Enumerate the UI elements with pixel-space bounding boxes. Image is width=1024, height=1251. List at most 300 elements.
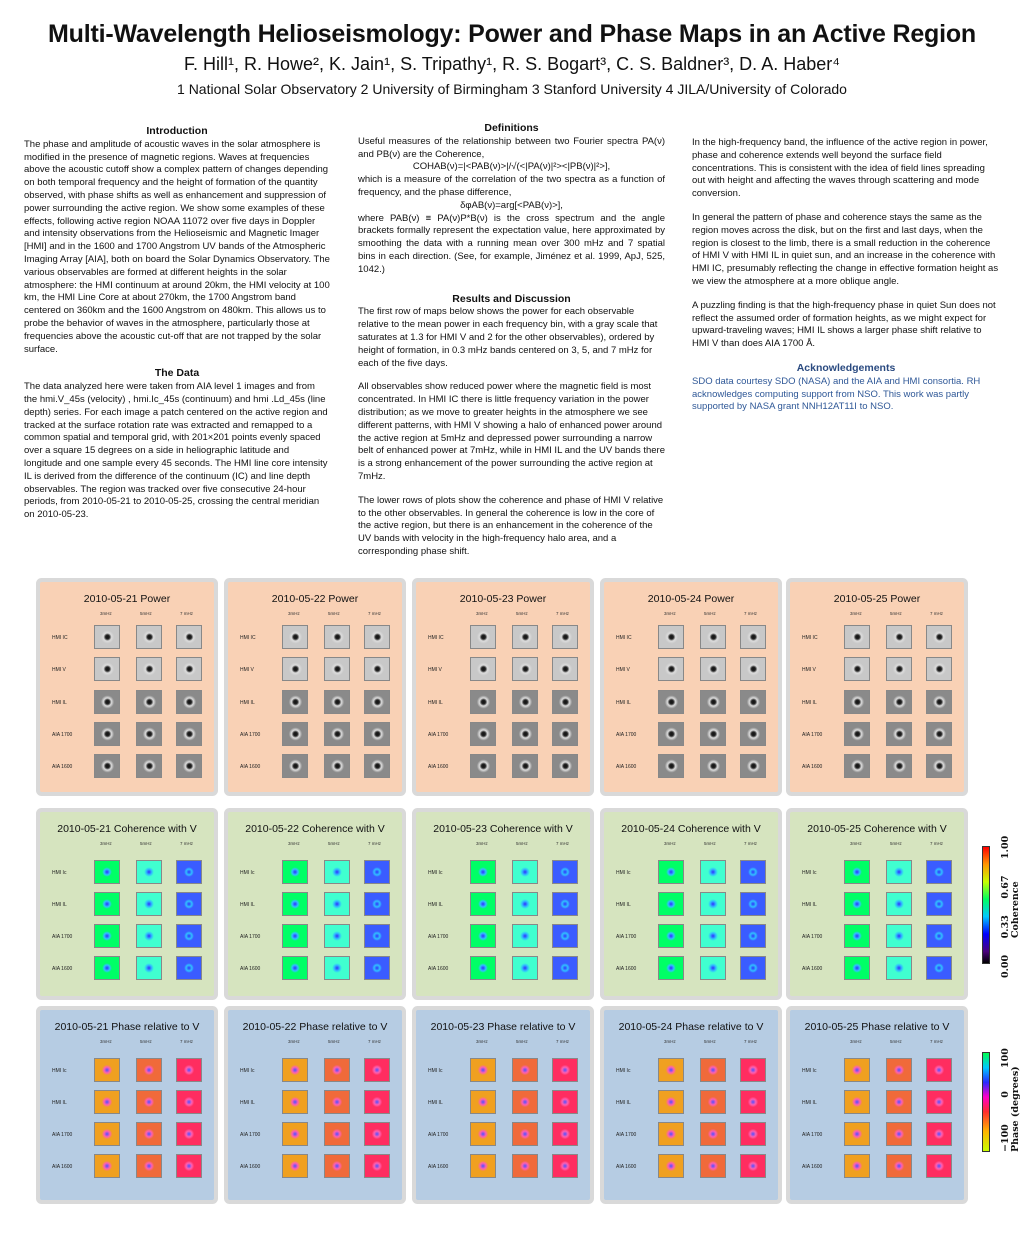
phase-gradient xyxy=(982,1052,990,1152)
power-map-thumbnail xyxy=(844,690,870,714)
right-column xyxy=(692,137,1000,425)
power-map-thumbnail xyxy=(926,722,952,746)
coh-map-thumbnail xyxy=(700,892,726,916)
phase-map-thumbnail xyxy=(926,1090,952,1114)
panel-title: 2010-05-24 Coherence with V xyxy=(621,823,761,835)
coh-map-thumbnail xyxy=(740,860,766,884)
frequency-label: 7 mHz xyxy=(930,1039,944,1044)
power-map-thumbnail xyxy=(552,690,578,714)
phase-panel xyxy=(790,1010,964,1200)
power-map-thumbnail xyxy=(94,722,120,746)
phase-panel xyxy=(604,1010,778,1200)
row-label: HMI V xyxy=(802,667,816,673)
row-label: HMI IC xyxy=(428,635,444,641)
coh-panel xyxy=(604,812,778,996)
frequency-label: 3mHz xyxy=(850,1039,862,1044)
power-map-thumbnail xyxy=(176,625,202,649)
frequency-label: 5mHz xyxy=(704,611,716,616)
power-map-thumbnail xyxy=(886,722,912,746)
frequency-label: 7 mHz xyxy=(556,841,570,846)
coh-panel xyxy=(790,812,964,996)
phase-ticks: −100 0 100 xyxy=(1000,1048,1011,1152)
coh-map-thumbnail xyxy=(282,956,308,980)
phase-map-thumbnail xyxy=(470,1122,496,1146)
poster-title: Multi-Wavelength Helioseismology: Power and Phase Maps in an Active Region xyxy=(48,20,976,48)
frequency-label: 7 mHz xyxy=(368,1039,382,1044)
power-map-thumbnail xyxy=(364,657,390,681)
frequency-label: 5mHz xyxy=(890,611,902,616)
frequency-label: 7 mHz xyxy=(368,611,382,616)
panel-title: 2010-05-24 Power xyxy=(647,593,735,605)
row-label: AIA 1700 xyxy=(802,732,823,738)
coh-map-thumbnail xyxy=(324,924,350,948)
right-text-2: In general the pattern of phase and coherence stays the same as the region moves across the disk, but on the first and last days, when the region is closest to the limb, there is a small reduction in the coherence of HMI V with HMI IL in quiet sun, and an increase in the coherence with HMI IC, presumably reflecting the change in effective formation height as we view the atmosphere at a more oblique angle. xyxy=(692,211,999,287)
middle-column xyxy=(358,122,665,570)
row-label: AIA 1700 xyxy=(802,1132,823,1138)
phase-formula: δφAB(ν)=arg[<PAB(ν)>], xyxy=(460,199,563,211)
row-label: AIA 1700 xyxy=(616,1132,637,1138)
frequency-label: 5mHz xyxy=(890,1039,902,1044)
panel-title: 2010-05-22 Power xyxy=(271,593,359,605)
row-label: AIA 1600 xyxy=(52,1164,73,1170)
coh-map-thumbnail xyxy=(176,924,202,948)
coh-map-thumbnail xyxy=(324,892,350,916)
row-label: AIA 1600 xyxy=(240,1164,261,1170)
coh-map-thumbnail xyxy=(926,892,952,916)
coh-map-thumbnail xyxy=(740,956,766,980)
affiliations: 1 National Solar Observatory 2 University of Birmingham 3 Stanford University 4 JILA/University of Colorado xyxy=(177,81,847,97)
coh-map-thumbnail xyxy=(844,924,870,948)
coh-map-thumbnail xyxy=(324,860,350,884)
panel-title: 2010-05-21 Phase relative to V xyxy=(54,1021,200,1033)
coh-map-thumbnail xyxy=(658,860,684,884)
frequency-label: 3mHz xyxy=(288,841,300,846)
frequency-label: 5mHz xyxy=(704,841,716,846)
coh-map-thumbnail xyxy=(926,860,952,884)
phase-map-thumbnail xyxy=(658,1122,684,1146)
coh-map-thumbnail xyxy=(470,892,496,916)
power-map-thumbnail xyxy=(512,690,538,714)
introduction-text: The phase and amplitude of acoustic waves in the solar atmosphere is modified in the presence of magnetic regions. Waves at frequencies above the acoustic cutoff show a complex pattern of changes depending on both temporal frequency and the height of formation of the quantity observed, with phase shifts as well as enhancement and suppression of power surrounding the active region. We show some examples of these effects, following active region NOAA 11072 over five days in Doppler and intensity observations from the Helioseismic and Magnetic Imager [HMI] and in the 1600 and 1700 Angstrom UV bands of the Atmospheric Imaging Array [AIA], both on board the Solar Dynamics Observatory. The various observables are formed at different heights in the solar atmosphere: the HMI continuum at around 20km, the HMI velocity at 100 km, the HMI Line Core at about 270km, the 1700 Angstrom band centered on 360km and the 1600 Angstrom on 480km. This allows us to probe the behavior of waves in the atmosphere, particularly those at frequencies above the acoustic cut-off that are not trapped by the solar surface. xyxy=(24,138,330,355)
power-map-thumbnail xyxy=(926,657,952,681)
panel-title: 2010-05-22 Phase relative to V xyxy=(242,1021,388,1033)
row-label: HMI Ic xyxy=(616,870,631,876)
phase-map-thumbnail xyxy=(136,1122,162,1146)
power-map-thumbnail xyxy=(926,690,952,714)
power-map-thumbnail xyxy=(470,625,496,649)
power-map-thumbnail xyxy=(282,625,308,649)
power-map-thumbnail xyxy=(700,625,726,649)
phase-map-thumbnail xyxy=(136,1154,162,1178)
the-data-text: The data analyzed here were taken from AIA level 1 images and from the hmi.V_45s (velocity) , hmi.Ic_45s (continuum) and hmi .Ld_45s (line depth) series. For each image a patch centered on the active region and tracked at the surface rotation rate was extracted and remapped to a common spatial and temporal grid, with 201×201 points evenly spaced over a square 15 degrees on a side in heliographic latitude and longitude and one sample every 45 seconds. The HMI line core intensity IL is derived from the difference of the continuum (IC) and line depth observables. The region was tracked over five consecutive 24-hour periods, from 2010-05-21 to 2010-05-25, crossing the central meridian on 2010-05-23. xyxy=(24,381,328,521)
coh-map-thumbnail xyxy=(552,956,578,980)
row-label: AIA 1700 xyxy=(428,1132,449,1138)
power-map-thumbnail xyxy=(470,722,496,746)
power-map-thumbnail xyxy=(324,690,350,714)
coh-panel xyxy=(40,812,214,996)
phase-map-thumbnail xyxy=(282,1058,308,1082)
coh-map-thumbnail xyxy=(470,860,496,884)
frequency-label: 5mHz xyxy=(516,841,528,846)
results-text-1: The first row of maps below shows the power for each observable relative to the mean power in each frequency bin, with a gray scale that saturates at 1.3 for HMI V and 2 for the other observables), ordered by height of formation, in 0.3 mHz bands centered on 3, 5, and 7 mHz for each of the five days. xyxy=(358,306,658,369)
power-map-thumbnail xyxy=(552,657,578,681)
panel-title: 2010-05-21 Coherence with V xyxy=(57,823,197,835)
phase-map-thumbnail xyxy=(364,1122,390,1146)
phase-map-thumbnail xyxy=(844,1154,870,1178)
power-panel xyxy=(790,582,964,792)
acknowledgements-text: SDO data courtesy SDO (NASA) and the AIA and HMI consortia. RH acknowledges computing support from NSO. This work was partly supported by NASA grant NNH12AT11I to NSO. xyxy=(692,375,981,413)
frequency-label: 3mHz xyxy=(850,611,862,616)
frequency-label: 5mHz xyxy=(704,1039,716,1044)
power-map-thumbnail xyxy=(740,754,766,778)
frequency-label: 7 mHz xyxy=(180,1039,194,1044)
row-label: AIA 1600 xyxy=(428,764,449,770)
phase-map-thumbnail xyxy=(886,1090,912,1114)
phase-map-thumbnail xyxy=(176,1058,202,1082)
coh-map-thumbnail xyxy=(176,892,202,916)
frequency-label: 7 mHz xyxy=(744,611,758,616)
row-label: AIA 1700 xyxy=(240,934,261,940)
frequency-label: 3mHz xyxy=(100,1039,112,1044)
coh-map-thumbnail xyxy=(886,860,912,884)
power-panel xyxy=(228,582,402,792)
power-map-thumbnail xyxy=(886,625,912,649)
row-label: HMI Ic xyxy=(802,1068,817,1074)
power-map-thumbnail xyxy=(324,722,350,746)
phase-map-thumbnail xyxy=(94,1154,120,1178)
phase-map-thumbnail xyxy=(176,1090,202,1114)
phase-map-thumbnail xyxy=(926,1154,952,1178)
coh-map-thumbnail xyxy=(512,924,538,948)
row-label: AIA 1700 xyxy=(616,732,637,738)
phase-map-thumbnail xyxy=(740,1154,766,1178)
coh-map-thumbnail xyxy=(94,956,120,980)
power-map-thumbnail xyxy=(136,625,162,649)
power-map-thumbnail xyxy=(512,625,538,649)
power-map-thumbnail xyxy=(364,722,390,746)
coh-map-thumbnail xyxy=(740,924,766,948)
row-label: HMI IL xyxy=(52,1100,67,1106)
definitions-text-1: Useful measures of the relationship between two Fourier spectra PA(ν) and PB(ν) are the Coherence, xyxy=(358,135,665,160)
coh-map-thumbnail xyxy=(658,924,684,948)
power-map-thumbnail xyxy=(658,690,684,714)
power-map-thumbnail xyxy=(324,657,350,681)
frequency-label: 7 mHz xyxy=(744,1039,758,1044)
power-panel xyxy=(40,582,214,792)
row-label: AIA 1700 xyxy=(802,934,823,940)
panel-title: 2010-05-23 Power xyxy=(459,593,547,605)
power-map-thumbnail xyxy=(136,754,162,778)
power-map-thumbnail xyxy=(658,657,684,681)
row-label: AIA 1600 xyxy=(616,764,637,770)
phase-map-thumbnail xyxy=(512,1090,538,1114)
power-map-thumbnail xyxy=(94,690,120,714)
power-map-thumbnail xyxy=(512,722,538,746)
row-label: HMI IL xyxy=(52,700,67,706)
phase-map-thumbnail xyxy=(282,1090,308,1114)
coh-map-thumbnail xyxy=(552,860,578,884)
coherence-ticks: 0.00 0.33 0.67 1.00 xyxy=(1000,835,1011,978)
row-label: AIA 1700 xyxy=(616,934,637,940)
phase-map-thumbnail xyxy=(324,1058,350,1082)
left-column xyxy=(24,125,330,533)
phase-map-thumbnail xyxy=(552,1058,578,1082)
phase-map-thumbnail xyxy=(926,1122,952,1146)
coh-map-thumbnail xyxy=(844,860,870,884)
phase-map-thumbnail xyxy=(700,1090,726,1114)
author-list: F. Hill¹, R. Howe², K. Jain¹, S. Tripathy¹, R. S. Bogart³, C. S. Baldner³, D. A. Haber⁴ xyxy=(184,54,840,74)
row-label: HMI Ic xyxy=(240,1068,255,1074)
right-text-3: A puzzling finding is that the high-frequency phase in quiet Sun does not reflect the assumed order of formation heights, as we might expect for upward-traveling waves; HMI IL shows a larger phase shift relative to HMI V than does AIA 1700 Å. xyxy=(692,299,996,350)
coh-panel xyxy=(416,812,590,996)
frequency-label: 3mHz xyxy=(476,1039,488,1044)
power-map-thumbnail xyxy=(844,754,870,778)
frequency-label: 3mHz xyxy=(100,611,112,616)
power-map-thumbnail xyxy=(658,722,684,746)
coh-map-thumbnail xyxy=(364,956,390,980)
coh-map-thumbnail xyxy=(176,956,202,980)
coh-map-thumbnail xyxy=(700,956,726,980)
power-map-thumbnail xyxy=(740,625,766,649)
frequency-label: 5mHz xyxy=(140,841,152,846)
row-label: AIA 1700 xyxy=(52,934,73,940)
phase-map-thumbnail xyxy=(740,1122,766,1146)
power-map-thumbnail xyxy=(844,657,870,681)
coherence-label: Coherence xyxy=(1010,881,1021,938)
introduction-heading: Introduction xyxy=(146,125,208,137)
power-map-thumbnail xyxy=(470,754,496,778)
phase-map-thumbnail xyxy=(512,1122,538,1146)
row-label: AIA 1600 xyxy=(240,966,261,972)
definitions-text-3: where PAB(ν) ≡ PA(ν)P*B(ν) is the cross spectrum and the angle brackets formally represent the expectation value, here approximated by smoothing the data with a running mean over 300 mHz and 7 spatial bins in each direction. (See, for example, Jiménez et al. 1999, ApJ, 525, 1042.) xyxy=(358,212,665,275)
row-label: HMI IL xyxy=(428,902,443,908)
power-map-thumbnail xyxy=(886,754,912,778)
frequency-label: 7 mHz xyxy=(556,611,570,616)
row-label: HMI IC xyxy=(802,635,818,641)
phase-map-thumbnail xyxy=(886,1058,912,1082)
the-data-heading: The Data xyxy=(154,367,200,380)
row-label: HMI Ic xyxy=(428,870,443,876)
row-label: AIA 1600 xyxy=(52,966,73,972)
coh-map-thumbnail xyxy=(282,892,308,916)
phase-map-thumbnail xyxy=(552,1090,578,1114)
power-map-thumbnail xyxy=(740,722,766,746)
row-label: HMI IC xyxy=(616,635,632,641)
phase-map-thumbnail xyxy=(844,1090,870,1114)
phase-map-thumbnail xyxy=(470,1090,496,1114)
row-label: AIA 1700 xyxy=(428,732,449,738)
row-label: AIA 1600 xyxy=(616,966,637,972)
power-map-thumbnail xyxy=(926,625,952,649)
coh-map-thumbnail xyxy=(886,956,912,980)
row-label: AIA 1700 xyxy=(428,934,449,940)
frequency-label: 3mHz xyxy=(664,841,676,846)
coh-map-thumbnail xyxy=(136,892,162,916)
coherence-gradient xyxy=(982,846,990,964)
frequency-label: 3mHz xyxy=(288,611,300,616)
power-map-thumbnail xyxy=(658,754,684,778)
power-map-thumbnail xyxy=(700,657,726,681)
power-map-thumbnail xyxy=(700,690,726,714)
power-map-thumbnail xyxy=(364,625,390,649)
power-map-thumbnail xyxy=(740,657,766,681)
results-text-3: The lower rows of plots show the coherence and phase of HMI V relative to the other observables. In general the coherence is low in the core of the active region, but there is an enhancement in the coherence of the UV bands with velocity in the high-frequency halo area, and a corresponding phase shift. xyxy=(358,494,664,557)
row-label: HMI IC xyxy=(240,635,256,641)
power-map-thumbnail xyxy=(282,722,308,746)
coherence-formula: COHAB(ν)=|<PAB(ν)>|/√(<|PA(ν)|²><|PB(ν)|²>], xyxy=(412,161,611,173)
phase-panel xyxy=(40,1010,214,1200)
frequency-label: 7 mHz xyxy=(180,841,194,846)
frequency-label: 7 mHz xyxy=(556,1039,570,1044)
panel-title: 2010-05-23 Coherence with V xyxy=(433,823,573,835)
frequency-label: 5mHz xyxy=(516,1039,528,1044)
row-label: HMI IL xyxy=(428,1100,443,1106)
frequency-label: 3mHz xyxy=(664,611,676,616)
phase-map-thumbnail xyxy=(886,1154,912,1178)
panel-title: 2010-05-24 Phase relative to V xyxy=(618,1021,764,1033)
frequency-label: 3mHz xyxy=(288,1039,300,1044)
row-label: HMI IL xyxy=(616,700,631,706)
definitions-text-2: which is a measure of the correlation of the two spectra as a function of frequency, and the phase difference, xyxy=(358,174,665,198)
frequency-label: 5mHz xyxy=(516,611,528,616)
phase-map-thumbnail xyxy=(364,1090,390,1114)
row-label: HMI IL xyxy=(802,700,817,706)
phase-label: Phase (degrees) xyxy=(1010,1066,1021,1152)
power-map-thumbnail xyxy=(176,657,202,681)
coh-map-thumbnail xyxy=(282,924,308,948)
power-map-thumbnail xyxy=(94,657,120,681)
frequency-label: 3mHz xyxy=(476,611,488,616)
frequency-label: 5mHz xyxy=(140,611,152,616)
coh-map-thumbnail xyxy=(94,892,120,916)
phase-map-thumbnail xyxy=(282,1154,308,1178)
frequency-label: 3mHz xyxy=(476,841,488,846)
row-label: HMI Ic xyxy=(616,1068,631,1074)
coh-map-thumbnail xyxy=(470,924,496,948)
frequency-label: 7 mHz xyxy=(930,611,944,616)
phase-map-thumbnail xyxy=(282,1122,308,1146)
power-map-thumbnail xyxy=(282,657,308,681)
power-map-thumbnail xyxy=(324,754,350,778)
coh-map-thumbnail xyxy=(886,892,912,916)
phase-map-thumbnail xyxy=(740,1058,766,1082)
power-map-thumbnail xyxy=(926,754,952,778)
frequency-label: 5mHz xyxy=(890,841,902,846)
results-text-2: All observables show reduced power where the magnetic field is most concentrated. In HMI IC there is little frequency variation in the power distribution; as we move to greater heights in the atmosphere we see different patterns, with HMI V showing a halo of enhanced power around the active region at 5mHz and depressed power surrounding a narrow belt of enhanced power at 7mHz, while in HMI IL and the UV bands there is a strong enhancement of the power surrounding the active region at 7mHz. xyxy=(358,381,665,482)
frequency-label: 3mHz xyxy=(664,1039,676,1044)
right-text-1: In the high-frequency band, the influence of the active region in power, phase and coherence extends well beyond the surface field concentrations. This is consistent with the idea of field lines spreading out with height and affecting the waves through scattering and mode conversion. xyxy=(692,137,988,200)
panel-title: 2010-05-25 Coherence with V xyxy=(807,823,947,835)
power-map-thumbnail xyxy=(512,657,538,681)
power-map-thumbnail xyxy=(282,754,308,778)
row-label: HMI IL xyxy=(802,902,817,908)
frequency-label: 7 mHz xyxy=(368,841,382,846)
frequency-label: 7 mHz xyxy=(930,841,944,846)
power-map-thumbnail xyxy=(364,754,390,778)
coh-map-thumbnail xyxy=(176,860,202,884)
row-label: AIA 1700 xyxy=(240,732,261,738)
frequency-label: 5mHz xyxy=(328,611,340,616)
coh-map-thumbnail xyxy=(926,924,952,948)
coh-map-thumbnail xyxy=(844,892,870,916)
coh-map-thumbnail xyxy=(926,956,952,980)
row-label: HMI Ic xyxy=(240,870,255,876)
power-panel xyxy=(604,582,778,792)
row-label: AIA 1600 xyxy=(802,1164,823,1170)
phase-map-thumbnail xyxy=(364,1154,390,1178)
row-label: HMI V xyxy=(52,667,66,673)
power-map-thumbnail xyxy=(94,754,120,778)
panel-title: 2010-05-25 Phase relative to V xyxy=(804,1021,950,1033)
row-label: HMI V xyxy=(616,667,630,673)
power-map-thumbnail xyxy=(552,722,578,746)
panel-title: 2010-05-23 Phase relative to V xyxy=(430,1021,576,1033)
row-label: HMI IL xyxy=(616,902,631,908)
phase-map-thumbnail xyxy=(844,1122,870,1146)
row-label: HMI Ic xyxy=(52,1068,67,1074)
row-label: AIA 1700 xyxy=(240,1132,261,1138)
phase-map-thumbnail xyxy=(94,1058,120,1082)
coh-map-thumbnail xyxy=(94,860,120,884)
frequency-label: 5mHz xyxy=(140,1039,152,1044)
row-label: HMI IL xyxy=(616,1100,631,1106)
row-label: AIA 1600 xyxy=(428,1164,449,1170)
phase-map-thumbnail xyxy=(700,1058,726,1082)
phase-map-thumbnail xyxy=(886,1122,912,1146)
coh-map-thumbnail xyxy=(700,924,726,948)
phase-map-thumbnail xyxy=(740,1090,766,1114)
row-label: AIA 1600 xyxy=(428,966,449,972)
power-map-thumbnail xyxy=(94,625,120,649)
coh-map-thumbnail xyxy=(364,892,390,916)
power-map-thumbnail xyxy=(176,754,202,778)
coh-map-thumbnail xyxy=(658,956,684,980)
row-label: AIA 1600 xyxy=(802,764,823,770)
definitions-heading: Definitions xyxy=(484,122,539,134)
row-label: AIA 1700 xyxy=(52,1132,73,1138)
phase-map-thumbnail xyxy=(94,1090,120,1114)
coh-map-thumbnail xyxy=(136,924,162,948)
coh-map-thumbnail xyxy=(470,956,496,980)
coherence-colorbar xyxy=(970,835,1021,988)
phase-map-thumbnail xyxy=(324,1122,350,1146)
coh-map-thumbnail xyxy=(552,924,578,948)
coh-map-thumbnail xyxy=(324,956,350,980)
phase-map-thumbnail xyxy=(94,1122,120,1146)
coh-map-thumbnail xyxy=(658,892,684,916)
row-label: HMI V xyxy=(428,667,442,673)
coh-map-thumbnail xyxy=(552,892,578,916)
power-map-thumbnail xyxy=(844,722,870,746)
frequency-label: 7 mHz xyxy=(180,611,194,616)
coh-map-thumbnail xyxy=(886,924,912,948)
power-map-thumbnail xyxy=(136,690,162,714)
coh-map-thumbnail xyxy=(364,860,390,884)
phase-map-thumbnail xyxy=(470,1058,496,1082)
coh-map-thumbnail xyxy=(136,956,162,980)
row-label: HMI IL xyxy=(428,700,443,706)
phase-map-thumbnail xyxy=(364,1058,390,1082)
row-label: HMI V xyxy=(240,667,254,673)
frequency-label: 5mHz xyxy=(328,1039,340,1044)
acknowledgements-heading: Acknowledgements xyxy=(796,361,896,374)
phase-map-thumbnail xyxy=(176,1154,202,1178)
phase-map-thumbnail xyxy=(658,1090,684,1114)
phase-map-thumbnail xyxy=(700,1154,726,1178)
frequency-label: 5mHz xyxy=(328,841,340,846)
power-map-thumbnail xyxy=(364,690,390,714)
power-panel xyxy=(416,582,590,792)
